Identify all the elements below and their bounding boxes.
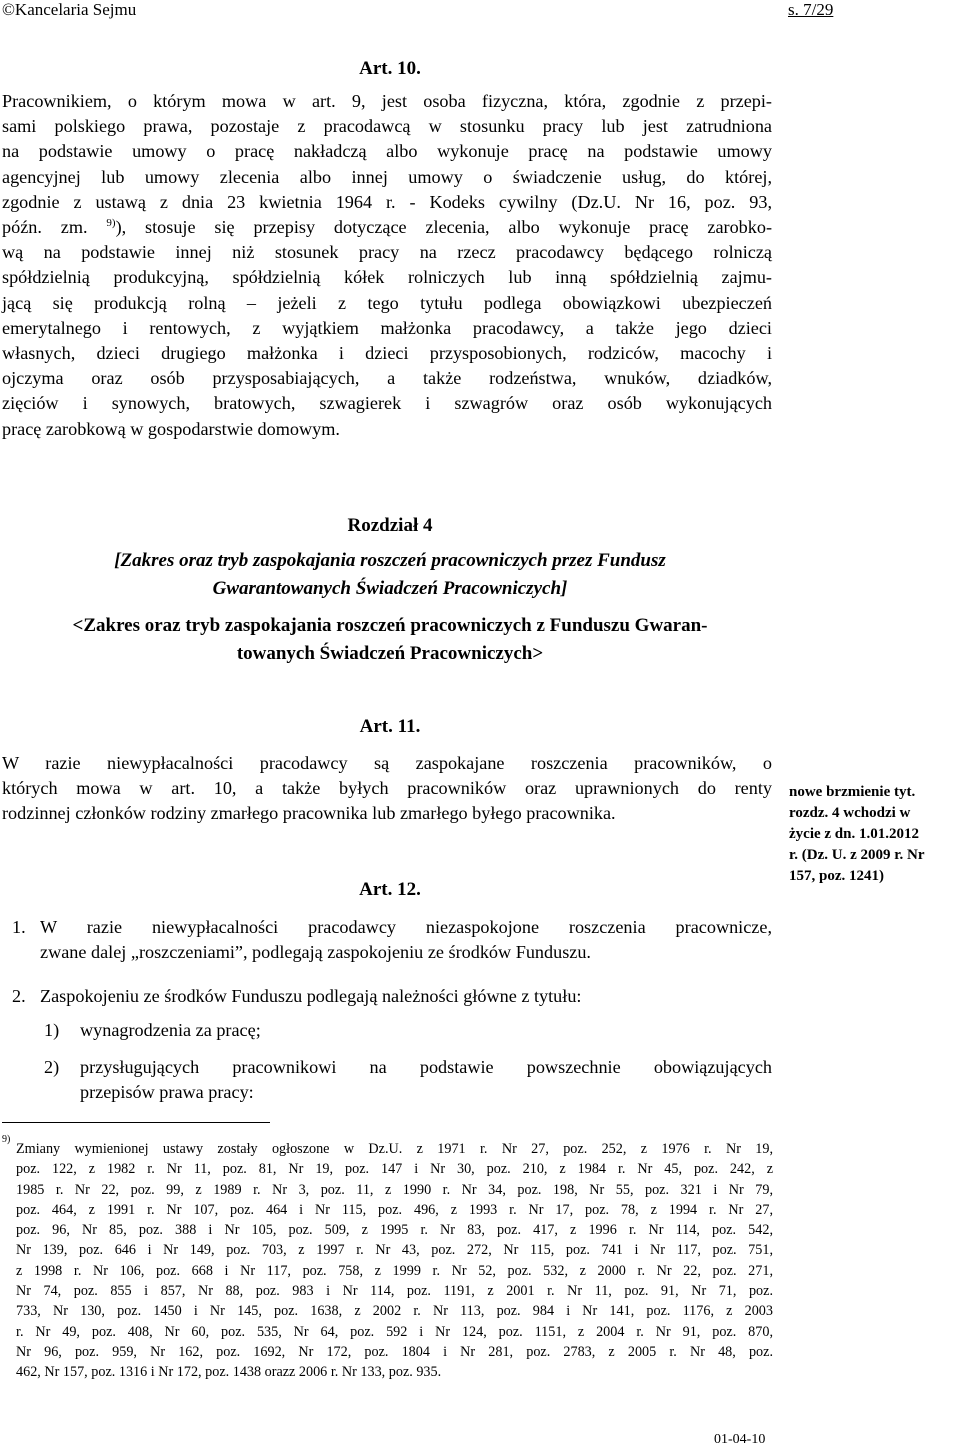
footnote-line: 462, Nr 157, poz. 1316 i Nr 172, poz. 1438 orazz 2006 r. Nr 133, poz. 935. bbox=[16, 1364, 442, 1381]
article-12-paragraph-1 bbox=[40, 915, 772, 965]
footnote-line: poz. 464, z 1991 r. Nr 107, poz. 464 i Nr 115, poz. 496, z 1993 r. Nr 17, poz. 78, z 1994 r. Nr 27, bbox=[16, 1201, 773, 1218]
header-copyright: ©Kancelaria Sejmu bbox=[2, 0, 137, 19]
footnote-line: Nr 96, poz. 959, Nr 162, poz. 1692, Nr 172, poz. 1804 i Nr 281, poz. 2783, z 2005 r. Nr 48, poz. bbox=[16, 1343, 773, 1360]
item-2-text bbox=[80, 1055, 772, 1105]
article-12-paragraph-2 bbox=[40, 984, 772, 1009]
text-line: spółdzielnią produkcyjną, spółdzielnią kółek rolniczych lub inną spółdzielnią zajmu- bbox=[2, 267, 772, 288]
heading-line: towanych Świadczeń Pracowniczych> bbox=[236, 643, 544, 664]
note-line: życie z dn. 1.01.2012 bbox=[789, 826, 919, 842]
footnote-line: poz. 122, z 1982 r. Nr 11, poz. 81, Nr 19, poz. 147 i Nr 30, poz. 210, z 1984 r. Nr 45, poz. 242, z bbox=[16, 1161, 773, 1178]
chapter-title: Rozdział 4 bbox=[347, 515, 433, 536]
text-line: jącą się produkcją rolną – jeżeli z tego tytułu podlega obowiązkowi ubezpieczeń bbox=[2, 292, 772, 313]
text-line: własnych, dzieci drugiego małżonka i dzieci przysposobionych, rodziców, macochy i bbox=[2, 343, 772, 364]
text-line-with-footnote-ref bbox=[2, 215, 772, 240]
chapter-old-heading bbox=[0, 547, 780, 603]
text-fragment: późn. zm. bbox=[2, 217, 88, 238]
footnote-line: Nr 139, poz. 646 i Nr 149, poz. 703, z 1997 r. Nr 43, poz. 272, Nr 115, poz. 741 i Nr 117, poz. 751, bbox=[16, 1242, 773, 1259]
footnote-line: 1985 r. Nr 22, poz. 99, z 1989 r. Nr 3, poz. 11, z 1990 r. Nr 34, poz. 198, Nr 55, poz. 321 i Nr 79, bbox=[16, 1181, 773, 1198]
item-2-number: 2) bbox=[44, 1057, 60, 1077]
page-number-link[interactable]: s. 7/29 bbox=[788, 0, 834, 19]
text-line: Pracownikiem, o którym mowa w art. 9, jest osoba fizyczna, która, zgodnie z przepi- bbox=[2, 91, 772, 111]
footer-date: 01-04-10 bbox=[714, 1432, 766, 1447]
footnote-reference[interactable]: 9) bbox=[106, 216, 116, 229]
chapter-new-heading bbox=[0, 612, 780, 668]
text-line: ojczyma oraz osób przysposabiających, a także rodzeństwa, wnuków, dziadków, bbox=[2, 368, 772, 389]
note-line: rozdz. 4 wchodzi w bbox=[789, 805, 911, 821]
text-line: zięciów i synowych, bratowych, szwagierek i szwagrów oraz osób wykonujących bbox=[2, 393, 772, 414]
text-line: sami polskiego prawa, pozostaje z pracodawcą w stosunku pracy lub jest zatrudniona bbox=[2, 116, 772, 137]
paragraph-1-number: 1. bbox=[12, 917, 26, 937]
note-line: 157, poz. 1241) bbox=[789, 868, 884, 884]
heading-line: [Zakres oraz tryb zaspokajania roszczeń pracowniczych przez Fundusz bbox=[114, 550, 666, 571]
article-12-title: Art. 12. bbox=[359, 879, 421, 900]
text-line: W razie niewypłacalności pracodawcy są zaspokajane roszczenia pracowników, o bbox=[2, 753, 772, 773]
article-10-body bbox=[2, 89, 772, 442]
paragraph-2-number: 2. bbox=[12, 986, 26, 1006]
footnote-line: Zmiany wymienionej ustawy zostały ogłoszone w Dz.U. z 1971 r. Nr 27, poz. 252, z 1976 r. Nr 19, bbox=[16, 1141, 773, 1157]
article-11-title: Art. 11. bbox=[359, 716, 421, 737]
footnote-separator bbox=[2, 1122, 270, 1123]
footnote-line: 733, Nr 130, poz. 1450 i Nr 145, poz. 1638, z 2002 r. Nr 113, poz. 984 i Nr 141, poz. 1176, z 2003 bbox=[16, 1303, 773, 1320]
heading-line: <Zakres oraz tryb zaspokajania roszczeń pracowniczych z Funduszu Gwaran- bbox=[72, 615, 708, 636]
text-line: wą na podstawie innej niż stosunek pracy na rzecz pracodawcy będącego rolniczą bbox=[2, 242, 772, 263]
item-1-text: wynagrodzenia za pracę; bbox=[80, 1020, 261, 1040]
amendment-side-note bbox=[789, 782, 959, 887]
text-line: zwane dalej „roszczeniami”, podlegają zaspokojeniu ze środków Funduszu. bbox=[40, 942, 591, 963]
text-line: których mowa w art. 10, a także byłych pracowników oraz uprawnionych do renty bbox=[2, 778, 772, 799]
footnote-body bbox=[16, 1139, 773, 1383]
heading-line: Gwarantowanych Świadczeń Pracowniczych] bbox=[212, 578, 568, 599]
item-1-number: 1) bbox=[44, 1020, 60, 1040]
note-line: r. (Dz. U. z 2009 r. Nr bbox=[789, 847, 925, 863]
footnote-line: poz. 96, Nr 85, poz. 388 i Nr 105, poz. 509, z 1995 r. Nr 83, poz. 417, z 1996 r. Nr 114, poz. 542, bbox=[16, 1222, 773, 1239]
article-11-body bbox=[2, 751, 772, 827]
text-line: Zaspokojeniu ze środków Funduszu podlegają należności główne z tytułu: bbox=[40, 986, 582, 1006]
text-line: emerytalnego i rentowych, z wyjątkiem małżonka pracodawcy, a także jego dzieci bbox=[2, 317, 772, 338]
footnote-line: z 1998 r. Nr 106, poz. 668 i Nr 117, poz. 758, z 1999 r. Nr 52, poz. 532, z 2000 r. Nr 22, poz. 271, bbox=[16, 1262, 773, 1279]
text-line: zgodnie z ustawą z dnia 23 kwietnia 1964 r. - Kodeks cywilny (Dz.U. Nr 16, poz. 93, bbox=[2, 191, 772, 212]
text-line: na podstawie umowy o pracę nakładczą albo wykonuje pracę na podstawie umowy bbox=[2, 141, 772, 162]
note-line: nowe brzmienie tyt. bbox=[789, 784, 916, 800]
text-line: pracę zarobkową w gospodarstwie domowym. bbox=[2, 418, 340, 439]
text-line: rodzinnej członków rodziny zmarłego pracownika lub zmarłego byłego pracownika. bbox=[2, 803, 616, 824]
text-line: przepisów prawa pracy: bbox=[80, 1082, 254, 1103]
footnote-line: r. Nr 49, poz. 408, Nr 60, poz. 535, Nr 64, poz. 592 i Nr 124, poz. 1151, z 2004 r. Nr 91, poz. 870, bbox=[16, 1323, 773, 1340]
text-line: W razie niewypłacalności pracodawcy niezaspokojone roszczenia pracownicze, bbox=[40, 917, 772, 937]
text-line: agencyjnej lub umowy zlecenia albo innej umowy o świadczenie usług, do której, bbox=[2, 166, 772, 187]
article-10-title: Art. 10. bbox=[359, 58, 421, 79]
text-line: przysługujących pracownikowi na podstawie powszechnie obowiązujących bbox=[80, 1057, 772, 1077]
text-fragment: ), stosuje się przepisy dotyczące zlecenia, albo wykonuje pracę zarobko- bbox=[115, 217, 773, 238]
footnote-marker: 9) bbox=[2, 1134, 11, 1145]
footnote-line: Nr 74, poz. 855 i 857, Nr 88, poz. 983 i Nr 114, poz. 1191, z 2001 r. Nr 11, poz. 91, Nr 71, poz. bbox=[16, 1283, 773, 1300]
